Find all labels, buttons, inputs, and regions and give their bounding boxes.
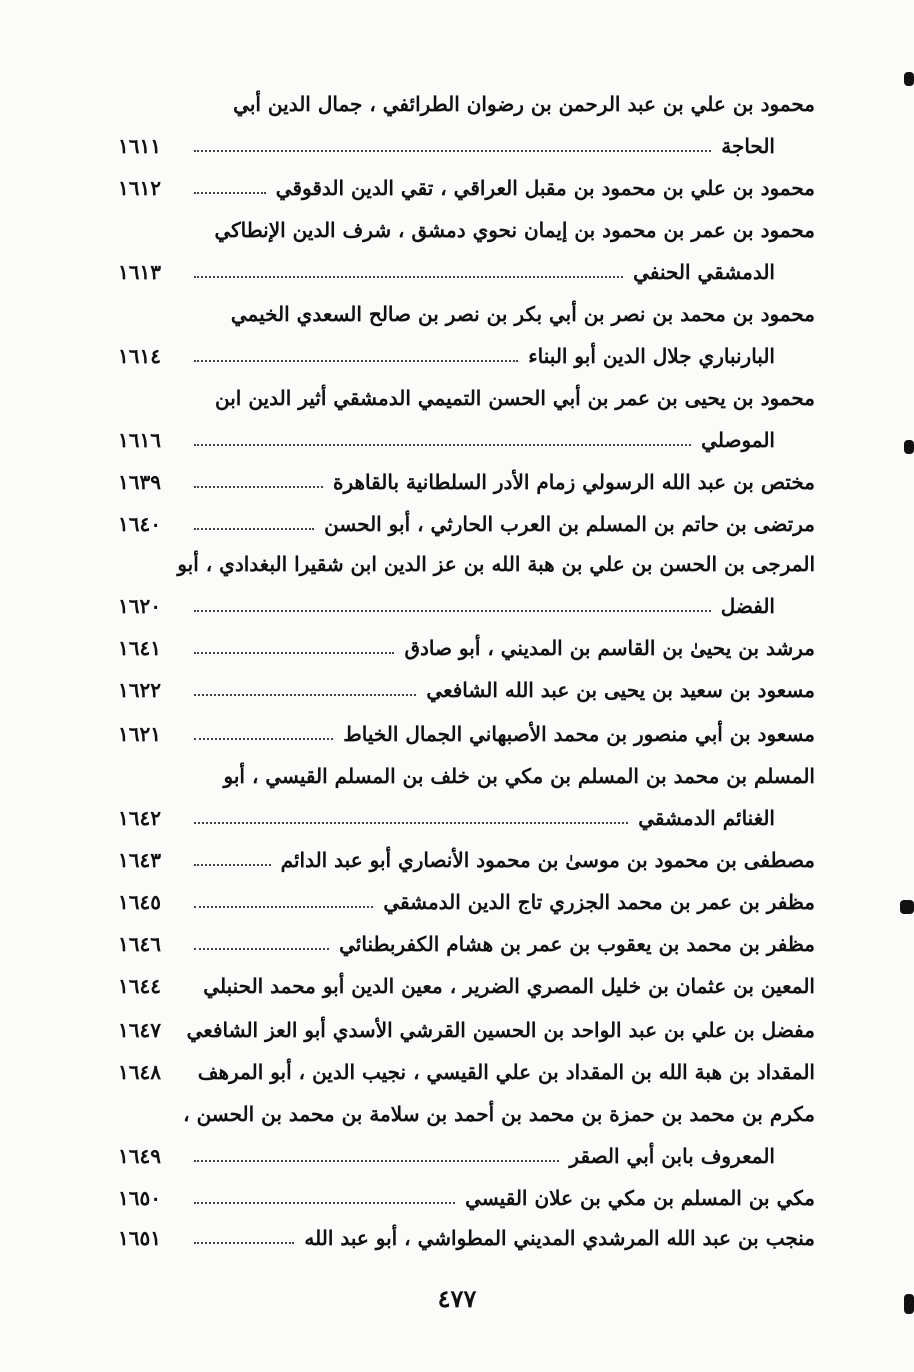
entry-number: ١٦٥٠ bbox=[118, 1186, 161, 1210]
entry-number: ١٦٥١ bbox=[118, 1226, 161, 1250]
entry-text: مفضل بن علي بن عبد الواحد بن الحسين القرشي الأسدي أبو العز الشافعي bbox=[186, 1018, 815, 1042]
entry-text: مسعود بن أبي منصور بن محمد الأصبهاني الجمال الخياط bbox=[343, 722, 815, 746]
index-entry bbox=[118, 1054, 815, 1090]
index-entry-continuation bbox=[118, 254, 815, 290]
index-entry bbox=[118, 842, 815, 878]
entry-number: ١٦١٢ bbox=[118, 176, 161, 200]
entry-text: محمود بن علي بن عبد الرحمن بن رضوان الطرائفي ، جمال الدين أبي bbox=[233, 92, 815, 116]
dot-leader bbox=[194, 906, 373, 908]
index-entry-continuation bbox=[118, 800, 815, 836]
entry-number: ١٦١٤ bbox=[118, 344, 161, 368]
binding-mark-3 bbox=[900, 900, 914, 914]
dot-leader bbox=[194, 276, 623, 278]
entry-text: الموصلي bbox=[701, 428, 775, 452]
entry-text: مظفر بن محمد بن يعقوب بن عمر بن هشام الكفربطنائي bbox=[339, 932, 815, 956]
dot-leader bbox=[194, 1160, 559, 1162]
entry-text: مكي بن المسلم بن مكي بن علان القيسي bbox=[465, 1186, 815, 1210]
dot-leader bbox=[194, 528, 314, 530]
entry-text: مرتضى بن حاتم بن المسلم بن العرب الحارثي ، أبو الحسن bbox=[324, 512, 815, 536]
index-entry bbox=[118, 926, 815, 962]
index-entry bbox=[118, 672, 815, 708]
entry-text: البارنباري جلال الدين أبو البناء bbox=[528, 344, 775, 368]
entry-number: ١٦٤٩ bbox=[118, 1144, 161, 1168]
entry-number: ١٦٤١ bbox=[118, 636, 161, 660]
dot-leader bbox=[194, 360, 518, 362]
entry-text: الحاجة bbox=[721, 134, 775, 158]
entry-text: مظفر بن عمر بن محمد الجزري تاج الدين الدمشقي bbox=[383, 890, 815, 914]
entry-text: المعروف بابن أبي الصقر bbox=[569, 1144, 775, 1168]
index-entry bbox=[118, 170, 815, 206]
entry-number: ١٦٤٥ bbox=[118, 890, 161, 914]
entry-text: محمود بن علي بن محمود بن مقبل العراقي ، تقي الدين الدقوقي bbox=[275, 176, 815, 200]
index-entry-continuation bbox=[118, 1138, 815, 1174]
index-entry-continuation bbox=[118, 588, 815, 624]
entry-text: مسعود بن سعيد بن يحيى بن عبد الله الشافعي bbox=[426, 678, 815, 702]
index-entry bbox=[118, 506, 815, 542]
entry-text: المرجى بن الحسن بن علي بن هبة الله بن عز الدين ابن شقيرا البغدادي ، أبو bbox=[177, 552, 815, 576]
index-entry-continuation bbox=[118, 338, 815, 374]
entry-text: الفضل bbox=[720, 594, 775, 618]
dot-leader bbox=[194, 822, 628, 824]
entry-text: مكرم بن محمد بن حمزة بن محمد بن أحمد بن سلامة بن محمد بن الحسن ، bbox=[183, 1102, 815, 1126]
dot-leader bbox=[194, 694, 416, 696]
page-number: ٤٧٧ bbox=[437, 1284, 477, 1313]
binding-mark-4 bbox=[904, 1294, 914, 1314]
entry-number: ١٦٤٧ bbox=[118, 1018, 161, 1042]
entry-number: ١٦٤٢ bbox=[118, 806, 161, 830]
entry-number: ١٦٢١ bbox=[118, 722, 161, 746]
dot-leader bbox=[194, 738, 333, 740]
binding-mark-2 bbox=[904, 440, 914, 454]
dot-leader bbox=[194, 864, 271, 866]
index-entry bbox=[118, 884, 815, 920]
entry-number: ١٦٤٨ bbox=[118, 1060, 161, 1084]
index-entry bbox=[118, 380, 815, 416]
dot-leader bbox=[194, 610, 711, 612]
binding-mark-1 bbox=[904, 72, 914, 86]
index-entry bbox=[118, 758, 815, 794]
index-entry bbox=[118, 1220, 815, 1256]
entry-number: ١٦٤٦ bbox=[118, 932, 161, 956]
index-entry bbox=[118, 968, 815, 1004]
dot-leader bbox=[194, 1242, 294, 1244]
entry-number: ١٦٤٣ bbox=[118, 848, 161, 872]
index-entry-continuation bbox=[118, 422, 815, 458]
entry-text: منجب بن عبد الله المرشدي المديني المطواشي ، أبو عبد الله bbox=[304, 1226, 815, 1250]
entry-number: ١٦١٦ bbox=[118, 428, 161, 452]
entry-number: ١٦١١ bbox=[118, 134, 161, 158]
entry-number: ١٦٤٠ bbox=[118, 512, 161, 536]
entry-text: المسلم بن محمد بن المسلم بن مكي بن خلف بن المسلم القيسي ، أبو bbox=[223, 764, 815, 788]
entry-number: ١٦٤٤ bbox=[118, 974, 161, 998]
entry-text: المعين بن عثمان بن خليل المصري الضرير ، معين الدين أبو محمد الحنبلي bbox=[203, 974, 815, 998]
dot-leader bbox=[194, 1202, 455, 1204]
index-entry bbox=[118, 1012, 815, 1048]
entry-text: مرشد بن يحيىٰ بن القاسم بن المديني ، أبو صادق bbox=[404, 636, 815, 660]
index-entry bbox=[118, 716, 815, 752]
entry-number: ١٦٣٩ bbox=[118, 470, 161, 494]
entry-text: محمود بن يحيى بن عمر بن أبي الحسن التميمي الدمشقي أثير الدين ابن bbox=[215, 386, 815, 410]
entry-text: محمود بن عمر بن محمود بن إيمان نحوي دمشق ، شرف الدين الإنطاكي bbox=[214, 218, 815, 242]
index-entry bbox=[118, 86, 815, 122]
index-entry bbox=[118, 464, 815, 500]
entry-number: ١٦٢٢ bbox=[118, 678, 161, 702]
dot-leader bbox=[194, 444, 691, 446]
index-entry bbox=[118, 212, 815, 248]
entry-text: مصطفى بن محمود بن موسىٰ بن محمود الأنصاري أبو عبد الدائم bbox=[280, 848, 815, 872]
entry-number: ١٦١٣ bbox=[118, 260, 161, 284]
index-entry bbox=[118, 1180, 815, 1216]
entry-text: محمود بن محمد بن نصر بن أبي بكر بن نصر بن صالح السعدي الخيمي bbox=[230, 302, 815, 326]
index-entry bbox=[118, 1096, 815, 1132]
dot-leader bbox=[194, 192, 266, 194]
index-entry bbox=[118, 630, 815, 666]
index-entry-continuation bbox=[118, 128, 815, 164]
entry-number: ١٦٢٠ bbox=[118, 594, 161, 618]
entry-text: الدمشقي الحنفي bbox=[633, 260, 775, 284]
entry-text: مختص بن عبد الله الرسولي زمام الأدر السلطانية بالقاهرة bbox=[333, 470, 815, 494]
index-entry bbox=[118, 296, 815, 332]
dot-leader bbox=[194, 652, 394, 654]
entry-text: المقداد بن هبة الله بن المقداد بن علي القيسي ، نجيب الدين ، أبو المرهف bbox=[197, 1060, 815, 1084]
dot-leader bbox=[194, 150, 711, 152]
entry-text: الغنائم الدمشقي bbox=[638, 806, 775, 830]
dot-leader bbox=[194, 486, 323, 488]
dot-leader bbox=[194, 948, 329, 950]
index-entry bbox=[118, 546, 815, 582]
